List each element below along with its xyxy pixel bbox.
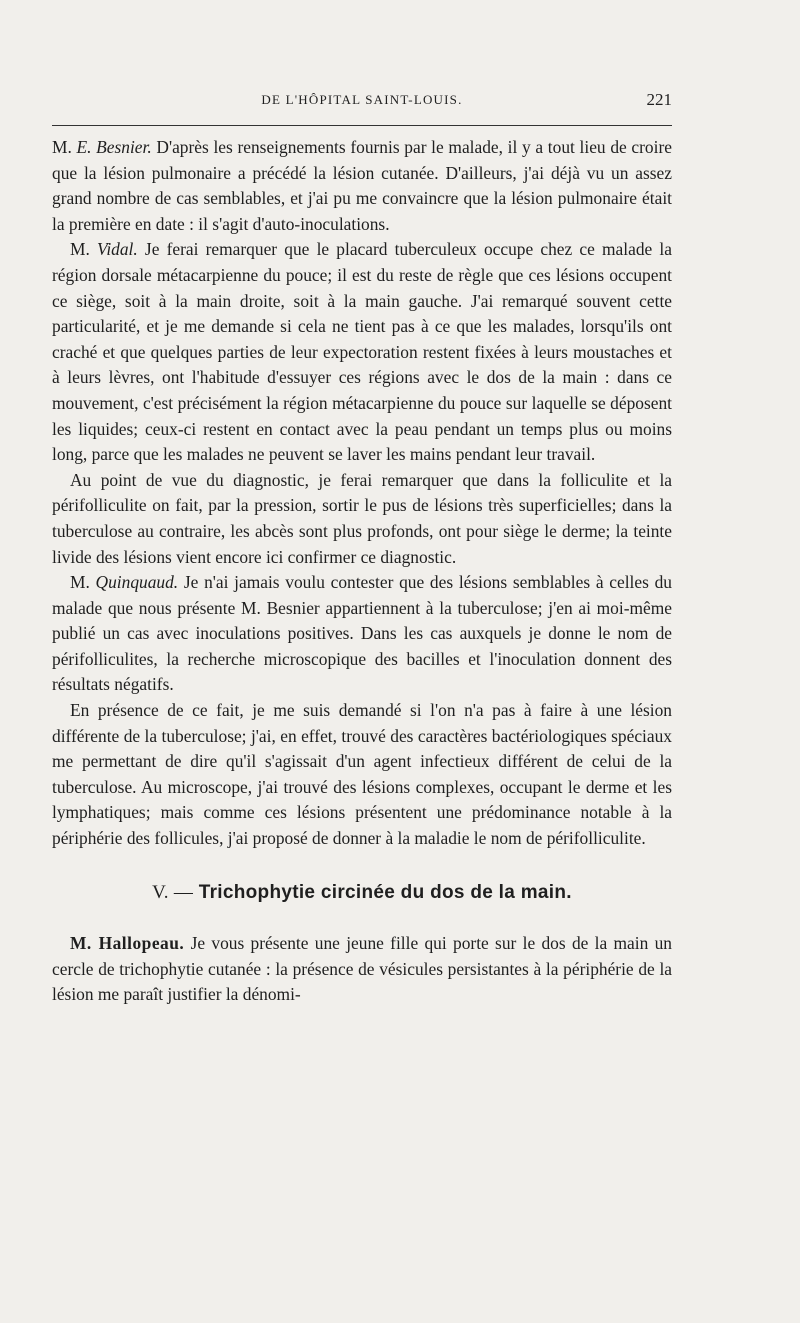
paragraph-besnier bbox=[52, 135, 672, 237]
page-number: 221 bbox=[646, 90, 672, 109]
paragraph-diagnostic bbox=[52, 468, 672, 570]
speaker-prefix: M. bbox=[52, 137, 77, 157]
page-header bbox=[52, 92, 672, 116]
paragraph-text: Au point de vue du diagnostic, je ferai remarquer que dans la folliculite et la périfolliculite on fait, par la pression, sortir le pus de lésions très superficielles; dans la tuberculose au contraire, les abcès sont plus profonds, ont pour siège le derme; la teinte livide des lésions vient encore ici confirmer ce diagnostic. bbox=[52, 469, 672, 567]
page-body bbox=[52, 135, 672, 1008]
speaker-name: E. Besnier. bbox=[76, 137, 152, 157]
paragraph-text: En présence de ce fait, je me suis demandé si l'on n'a pas à faire à une lésion différente de la tuberculose; j'ai, en effet, trouvé des caractères bactériologiques spéciaux me permettant de dire qu'il s'agissait d'un agent infectieux différent de celui de la tuberculose. Au microscope, j'ai trouvé des lésions complexes, occupant le derme et les lymphatiques; mais comme ces lésions présentent une prédominance notable à la périphérie des follicules, j'ai proposé de donner à la maladie le nom de périfolliculite. bbox=[52, 700, 672, 849]
section-heading bbox=[52, 880, 672, 906]
speaker-name: Vidal. bbox=[97, 239, 138, 260]
paragraph-text: Je n'ai jamais voulu contester que des lésions semblables à celles du malade que nous présente M. Besnier appartiennent à la tuberculose; j'en ai moi-même publié un cas avec inoculations positives. Dans les cas auxquels je donne le nom de périfolliculites, la recherche microscopique des bacilles et l'inoculation donnent des résultats négatifs. bbox=[52, 572, 672, 695]
speaker-name: Quinquaud. bbox=[95, 572, 179, 593]
paragraph-text: D'après les renseignements fournis par le malade, il y a tout lieu de croire que la lésion pulmonaire a précédé la lésion cutanée. D'ailleurs, j'ai déjà vu un assez grand nombre de cas semblables, et j'ai pu me convaincre que la lésion pulmonaire était la première en date : il s'agit d'auto-inoculations. bbox=[52, 137, 672, 234]
speaker-name: M. Hallopeau. bbox=[70, 933, 185, 954]
paragraph-text: Je ferai remarquer que le placard tuberculeux occupe chez ce malade la région dorsale métacarpienne du pouce; il est du reste de règle que ces lésions occupent ce siège, soit à la main droite, soit à la main gauche. J'ai remarqué souvent cette particularité, et je me demande si cela ne tient pas à ce que les malades, lorsqu'ils ont craché et que quelques parties de leur expectoration restent fixées à leurs moustaches et à leurs lèvres, ont l'habitude d'essuyer ces régions avec le dos de la main : dans ce mouvement, c'est précisément la région métacarpienne du pouce sur laquelle se déposent les liquides; ceux-ci restent en contact avec la peau pendant un temps plus ou moins long, parce que les malades ne peuvent se laver les mains pendant leur travail. bbox=[52, 239, 672, 465]
paragraph-text: Je vous présente une jeune fille qui porte sur le dos de la main un cercle de trichophytie cutanée : la présence de vésicules persistantes à la périphérie de la lésion me paraît justifier la dénomi- bbox=[52, 933, 672, 1005]
section-title: Trichophytie circinée du dos de la main. bbox=[198, 881, 572, 903]
paragraph-hallopeau bbox=[52, 931, 672, 1008]
paragraph-vidal bbox=[52, 237, 672, 467]
header-rule bbox=[52, 125, 672, 126]
paragraph-quinquaud bbox=[52, 570, 672, 698]
speaker-prefix: M. bbox=[70, 239, 97, 260]
paragraph-presence bbox=[52, 698, 672, 852]
speaker-prefix: M. bbox=[70, 572, 96, 593]
section-number: V. — bbox=[152, 881, 194, 903]
running-title: DE L'HÔPITAL SAINT-LOUIS. bbox=[261, 92, 463, 107]
